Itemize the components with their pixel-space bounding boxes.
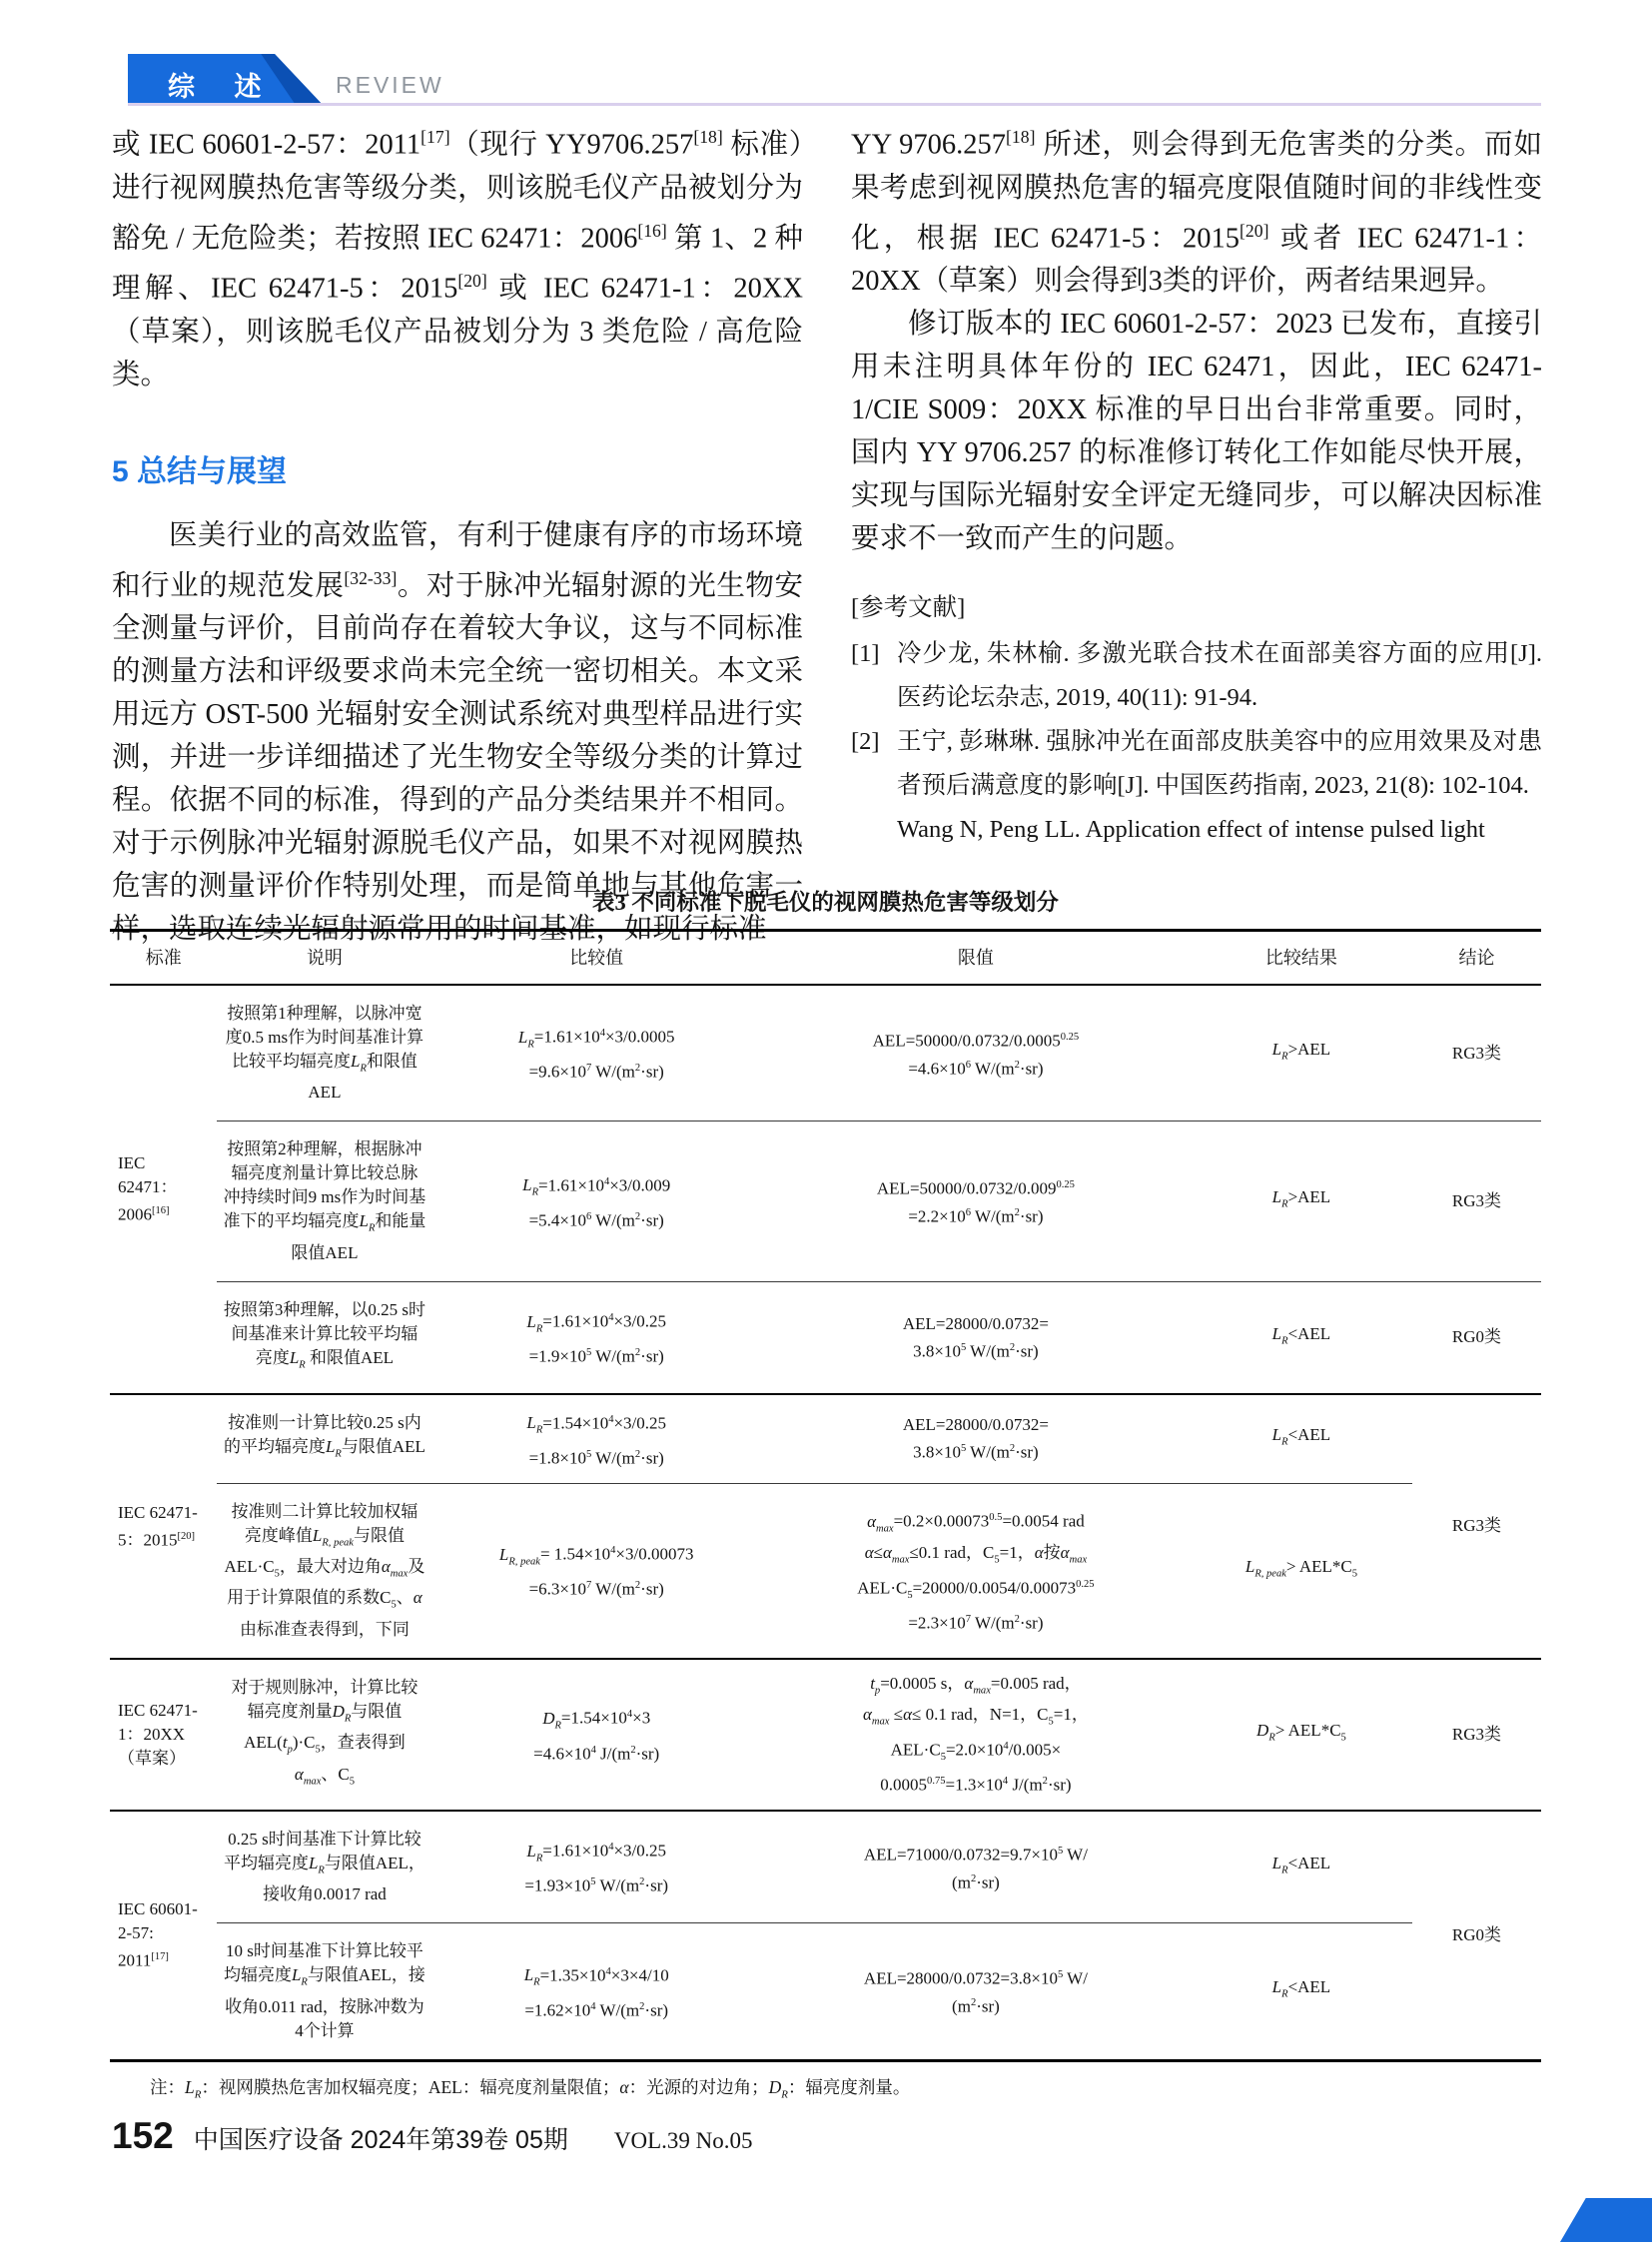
standards-table [110,929,1541,2062]
table-row [110,1811,1541,1923]
table-row [110,1394,1541,1483]
comparison-value-cell: $L_R=1.61\times 10^4\times 3/0.25$ $=1.93\times 10^5$ $W/(m^2\cdot sr)$ [431,1811,761,1923]
limit-cell: $\alpha_{max}=0.2\times 0.00073^{0.5}=0.0054$ rad $\alpha\le\alpha_{max}\le 0.1$ rad，$C_5=1$，α按$\alpha_{max}$ $AEL\cdot C_5=20000/0.0054/0.00073^{0.25}$ $=2.3\times 10^7$ $W/(m^2\cdot sr)$ [761,1483,1191,1659]
comparison-result-cell: $L_R<AEL$ [1191,1811,1412,1923]
col-header-conclusion: 结论 [1412,931,1541,986]
table-header-row [110,931,1541,986]
reference-label: [2] [851,728,880,755]
conclusion-cell: RG3类 [1412,1394,1541,1659]
comparison-result-cell: $L_R<AEL$ [1191,1281,1412,1394]
limit-cell: $AEL=71000/0.0732=9.7\times 10^5$ W/ $(m^2\cdot sr)$ [761,1811,1191,1923]
comparison-result-cell: $L_R<AEL$ [1191,1923,1412,2060]
table-row [110,1923,1541,2060]
section-heading: 5 总结与展望 [112,454,288,488]
description-cell: 对于规则脉冲，计算比较辐亮度剂量$D_R$与限值$AEL(t_p)\cdot C_5$，查表得到$\alpha_{max}$、$C_5$ [217,1659,431,1811]
header-rule [128,103,1541,106]
page-footer [112,2115,753,2157]
page-number: 152 [112,2115,174,2156]
comparison-value-cell: $L_{R, peak}= 1.54\times 10^4\times 3/0.00073$ $=6.3\times 10^7$ $W/(m^2\cdot sr)$ [431,1483,761,1659]
table-row [110,1483,1541,1659]
standard-cell: IEC 60601- 2-57: 2011[17] [110,1811,217,2060]
comparison-result-cell: $L_R<AEL$ [1191,1394,1412,1483]
reference-label: [1] [851,640,880,667]
right-column [851,116,1542,852]
limit-cell: $AEL=28000/0.0732=3.8\times 10^5$ W/ $(m^2\cdot sr)$ [761,1923,1191,2060]
col-header-standard: 标准 [110,931,217,986]
table-row [110,1281,1541,1394]
limit-cell: $AEL=50000/0.0732/0.009^{0.25}$ $=2.2\times 10^6$ $W/(m^2\cdot sr)$ [761,1121,1191,1281]
journal-volume: VOL.39 No.05 [613,2128,753,2153]
reference-item [851,632,1542,720]
description-cell: 10 s时间基准下计算比较平均辐亮度$L_R$与限值AEL，接收角0.011 rad，按脉冲数为4个计算 [217,1923,431,2060]
reference-text: 冷少龙, 朱林榆. 多激光联合技术在面部美容方面的应用[J]. 医药论坛杂志, 2019, 40(11): 91-94. [897,640,1542,711]
journal-name: 中国医疗设备 2024年第39卷 05期 [193,2126,568,2154]
description-cell: 按准则二计算比较加权辐亮度峰值$L_{R, peak}$与限值$AEL\cdot C_5$，最大对边角$\alpha_{max}$及用于计算限值的系数$C_5$、α由标准查表得到，下同 [217,1483,431,1659]
comparison-result-cell: $L_R>AEL$ [1191,1121,1412,1281]
paragraph-continuation: YY 9706.257[18] 所述，则会得到无危害类的分类。而如果考虑到视网膜热危害的辐亮度限值随时间的非线性变化，根据 IEC 62471-5：2015[20] 或者 IEC 62471-1：20XX（草案）则会得到3类的评价，两者结果迥异。 [851,127,1543,297]
standard-cell: IEC 62471- 5：2015[20] [110,1394,217,1659]
summary-paragraph: 医美行业的高效监管，有利于健康有序的市场环境和行业的规范发展[32-33]。对于脉冲光辐射源的光生物安全测量与评价，目前尚存在着较大争议，这与不同标准的测量方法和评级要求尚未完全统一密切相关。本文采用远方 OST-500 光辐射安全测试系统对典型样品进行实测，并进一步详细描述了光生物安全等级分类的计算过程。依据不同的标准，得到的产品分类结果并不相同。对于示例脉冲光辐射源脱毛仪产品，如果不对视网膜热危害的测量评价作特别处理，而是简单地与其他危害一样，选取连续光辐射源常用的时间基准，如现行标准 [112,519,803,945]
col-header-description: 说明 [217,931,431,986]
table-row [110,1121,1541,1281]
left-column [112,116,803,951]
reference-item-translation [851,808,1542,852]
conclusion-cell: RG3类 [1412,1659,1541,1811]
banner-label: 综 述 [168,72,278,102]
limit-cell: $AEL=50000/0.0732/0.0005^{0.25}$ $=4.6\times 10^6$ $W/(m^2\cdot sr)$ [872,1031,1080,1079]
col-header-limit: 限值 [761,931,1191,986]
comparison-value-cell: $L_R=1.54\times 10^4\times 3/0.25$ $=1.8\times 10^5$ $W/(m^2\cdot sr)$ [431,1394,761,1483]
table-row [110,1659,1541,1811]
description-cell: 按准则一计算比较0.25 s内的平均辐亮度$L_R$与限值AEL [217,1394,431,1483]
reference-text: Wang N, Peng LL. Application effect of intense pulsed light [897,816,1485,843]
revision-paragraph: 修订版本的 IEC 60601-2-57：2023 已发布，直接引用未注明具体年份的 IEC 62471，因此，IEC 62471-1/CIE S009：20XX 标准的早日出台非常重要。同时，国内 YY 9706.257 的标准修订转化工作如能尽快开展，实现与国际光辐射安全评定无缝同步，可以解决因标准要求不一致而产生的问题。 [851,309,1542,554]
comparison-result-cell: $L_{R, peak}> AEL*C_5$ [1191,1483,1412,1659]
references-section [851,586,1542,852]
col-header-comparison-result: 比较结果 [1191,931,1412,986]
table-note: 注：$L_R$：视网膜热危害加权辐亮度；AEL：辐亮度剂量限值；α：光源的对边角；$D_R$：辐亮度剂量。 [150,2076,911,2101]
section-banner [128,54,324,106]
comparison-value-cell: $L_R=1.61\times 10^4\times 3/0.009$ $=5.4\times 10^6$ $W/(m^2\cdot sr)$ [431,1121,761,1281]
banner-sublabel: REVIEW [336,72,444,98]
reference-text: 王宁, 彭琳琳. 强脉冲光在面部皮肤美容中的应用效果及对患者预后满意度的影响[J]. 中国医药指南, 2023, 21(8): 102-104. [897,728,1542,799]
conclusion-cell: RG3类 [1451,1043,1502,1063]
comparison-value-cell: $L_R=1.35\times 10^4\times 3\times 4/10$ $=1.62\times 10^4$ $W/(m^2\cdot sr)$ [431,1923,761,2060]
comparison-value-cell: $L_R=1.61\times 10^4\times 3/0.0005$ $=9.6\times 10^7$ $W/(m^2\cdot sr)$ [517,1028,675,1083]
conclusion-cell: RG3类 [1412,1121,1541,1281]
conclusion-cell: RG0类 [1412,1281,1541,1394]
limit-cell: AEL=28000/0.0732= $3.8\times 10^5$ $W/(m^2\cdot sr)$ [761,1281,1191,1394]
conclusion-cell: RG0类 [1412,1811,1541,2060]
description-cell: 按照第2种理解，根据脉冲辐亮度剂量计算比较总脉冲持续时间9 ms作为时间基准下的平均辐亮度$L_R$和能量限值AEL [217,1121,431,1281]
limit-cell: AEL=28000/0.0732= $3.8\times 10^5$ $W/(m^2\cdot sr)$ [761,1394,1191,1483]
comparison-result-cell: $L_R>AEL$ [1271,1040,1331,1063]
col-header-comparison-value: 比较值 [431,931,761,986]
standard-cell: IEC 62471- 1：20XX （草案） [110,1659,217,1811]
description-cell: 按照第1种理解，以脉冲宽度0.5 ms作为时间基准计算比较平均辐亮度$L_R$和限值AEL [225,1004,424,1103]
corner-accent-shape [1560,2198,1652,2242]
comparison-value-cell: $D_R=1.54\times 10^4\times 3$ $=4.6\times 10^4$ $J/(m^2\cdot sr)$ [431,1659,761,1811]
table-title: 表3 不同标准下脱毛仪的视网膜热危害等级划分 [592,890,1059,915]
standard-cell: IEC 62471： 2006[16] [118,1153,178,1224]
description-cell: 0.25 s时间基准下计算比较平均辐亮度$L_R$与限值AEL，接收角0.0017 rad [217,1811,431,1923]
table3-section [110,890,1541,2107]
reference-item [851,720,1542,808]
table-row [110,985,1541,1121]
comparison-value-cell: $L_R=1.61\times 10^4\times 3/0.25$ $=1.9\times 10^5$ $W/(m^2\cdot sr)$ [431,1281,761,1394]
description-cell: 按照第3种理解，以0.25 s时间基准来计算比较平均辐亮度$L_R$ 和限值AEL [217,1281,431,1394]
paragraph-continuation: 或 IEC 60601-2-57：2011[17]（现行 YY9706.257[18] 标准）进行视网膜热危害等级分类，则该脱毛仪产品被划分为豁免 / 无危险类；若按照 IEC 62471：2006[16] 第 1、2 种理解、IEC 62471-5：2015[20] 或 IEC 62471-1：20XX（草案），则该脱毛仪产品被划分为 3 类危险 / 高危险类。 [112,127,803,390]
comparison-result-cell: $D_R> AEL*C_5$ [1191,1659,1412,1811]
references-header: [参考文献] [851,594,966,621]
limit-cell: $t_p=0.0005$ s，$\alpha_{max}=0.005$ rad， $\alpha_{max} \le\alpha\le 0.1$ rad，N=1，$C_5=1$， $AEL\cdot C_5=2.0\times 10^4/0.005\times$ $0.0005^{0.75}=1.3\times 10^4$ $J/(m^2\cdot sr)$ [761,1659,1191,1811]
